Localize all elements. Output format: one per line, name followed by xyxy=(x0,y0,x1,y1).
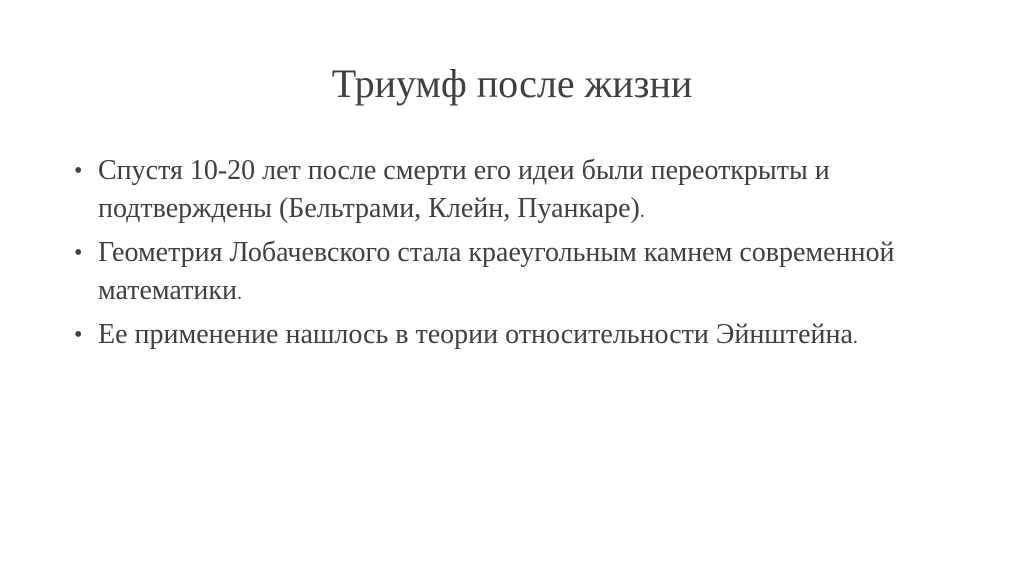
bullet-text: Спустя 10-20 лет после смерти его идеи были переоткрыты и подтверждены (Бельтрами, Клейн, Пуанкаре) xyxy=(98,155,830,224)
bullet-item xyxy=(72,152,972,230)
bullet-text: Геометрия Лобачевского стала краеугольным камнем современной математики xyxy=(98,237,895,306)
slide-title: Триумф после жизни xyxy=(331,61,693,106)
bullet-item xyxy=(72,234,972,312)
bullet-dot-icon: • xyxy=(74,240,83,266)
bullet-item xyxy=(72,316,972,356)
bullet-period: . xyxy=(852,326,858,348)
bullet-text: Ее применение нашлось в теории относительности Эйнштейна xyxy=(98,319,853,350)
bullet-period: . xyxy=(236,282,242,304)
bullet-list xyxy=(72,152,972,360)
bullet-period: . xyxy=(639,200,645,222)
bullet-dot-icon: • xyxy=(74,158,83,184)
bullet-dot-icon: • xyxy=(74,322,83,348)
